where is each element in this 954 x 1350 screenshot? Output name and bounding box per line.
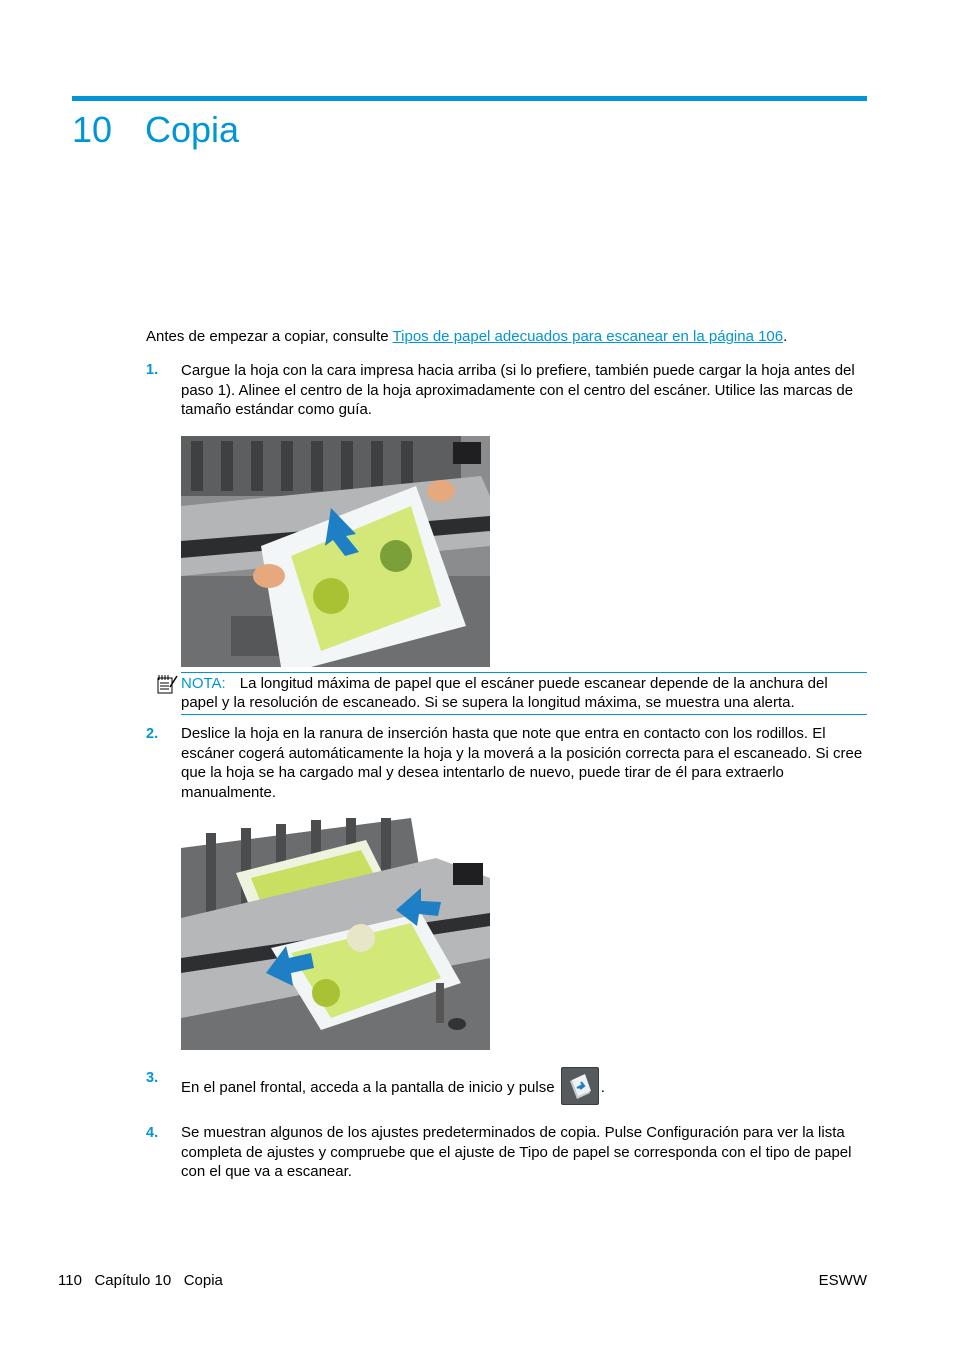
copy-icon[interactable] xyxy=(561,1067,599,1105)
step-4-number: 4. xyxy=(146,1125,159,1141)
intro-text: Antes de empezar a copiar, consulte xyxy=(146,328,393,345)
intro-end: . xyxy=(783,328,788,345)
ui-label-configuracion: Configuración xyxy=(646,1124,739,1141)
step-4-text-b: para ver la lista completa de ajustes y compruebe que el ajuste de xyxy=(181,1124,845,1161)
footer-section: Copia xyxy=(183,1272,223,1289)
step-4-text-a: Se muestran algunos de los ajustes predeterminados de copia. Pulse xyxy=(181,1124,647,1141)
note-box xyxy=(181,672,867,715)
chapter-title xyxy=(72,108,239,152)
step-1-number: 1. xyxy=(146,362,159,378)
footer-chapter: Capítulo 10 xyxy=(94,1272,172,1289)
page-number: 110 xyxy=(58,1272,82,1289)
step-2-number: 2. xyxy=(146,726,159,742)
step-3-text-before: En el panel frontal, acceda a la pantalla de inicio y pulse xyxy=(181,1079,559,1096)
page-footer-left xyxy=(58,1272,223,1289)
step-1-text: Cargue la hoja con la cara impresa hacia arriba (si lo prefiere, también puede cargar la hoja antes del paso 1). Alinee el centro de la hoja aproximadamente con el centro del escáner. Utilice las marcas de tamaño estándar como guía. xyxy=(181,362,855,418)
figure-insert-sheet xyxy=(181,818,490,1050)
figure-load-sheet xyxy=(181,436,490,667)
chapter-rule xyxy=(72,96,867,101)
note-text: La longitud máxima de papel que el escáner puede escanear depende de la anchura del papel y la resolución de escaneado. Si se supera la longitud máxima, se muestra una alerta. xyxy=(181,675,828,711)
footer-right: ESWW xyxy=(818,1272,867,1289)
intro-paragraph xyxy=(146,327,867,347)
chapter-name: Copia xyxy=(145,109,240,150)
step-3-number: 3. xyxy=(146,1070,159,1086)
step-4-text-c: se corresponda con el tipo de papel con el que va a escanear. xyxy=(181,1143,852,1180)
paper-types-link[interactable]: Tipos de papel adecuados para escanear en la página 106 xyxy=(392,328,784,345)
chapter-number: 10 xyxy=(72,109,113,150)
step-3-text xyxy=(181,1069,869,1107)
note-icon xyxy=(156,673,178,700)
step-4-text xyxy=(181,1123,869,1182)
ui-label-tipo-de-papel: Tipo de papel xyxy=(519,1143,610,1161)
step-3-text-after: . xyxy=(600,1079,605,1096)
note-label: NOTA: xyxy=(181,675,226,692)
step-2-text: Deslice la hoja en la ranura de inserción hasta que note que entra en contacto con los rodillos. El escáner cogerá automáticamente la hoja y la moverá a la posición correcta para el escaneado. Si cree que la hoja se ha cargado mal y desea intentarlo de nuevo, puede tirar de él para extraerlo manualmente. xyxy=(181,725,863,801)
